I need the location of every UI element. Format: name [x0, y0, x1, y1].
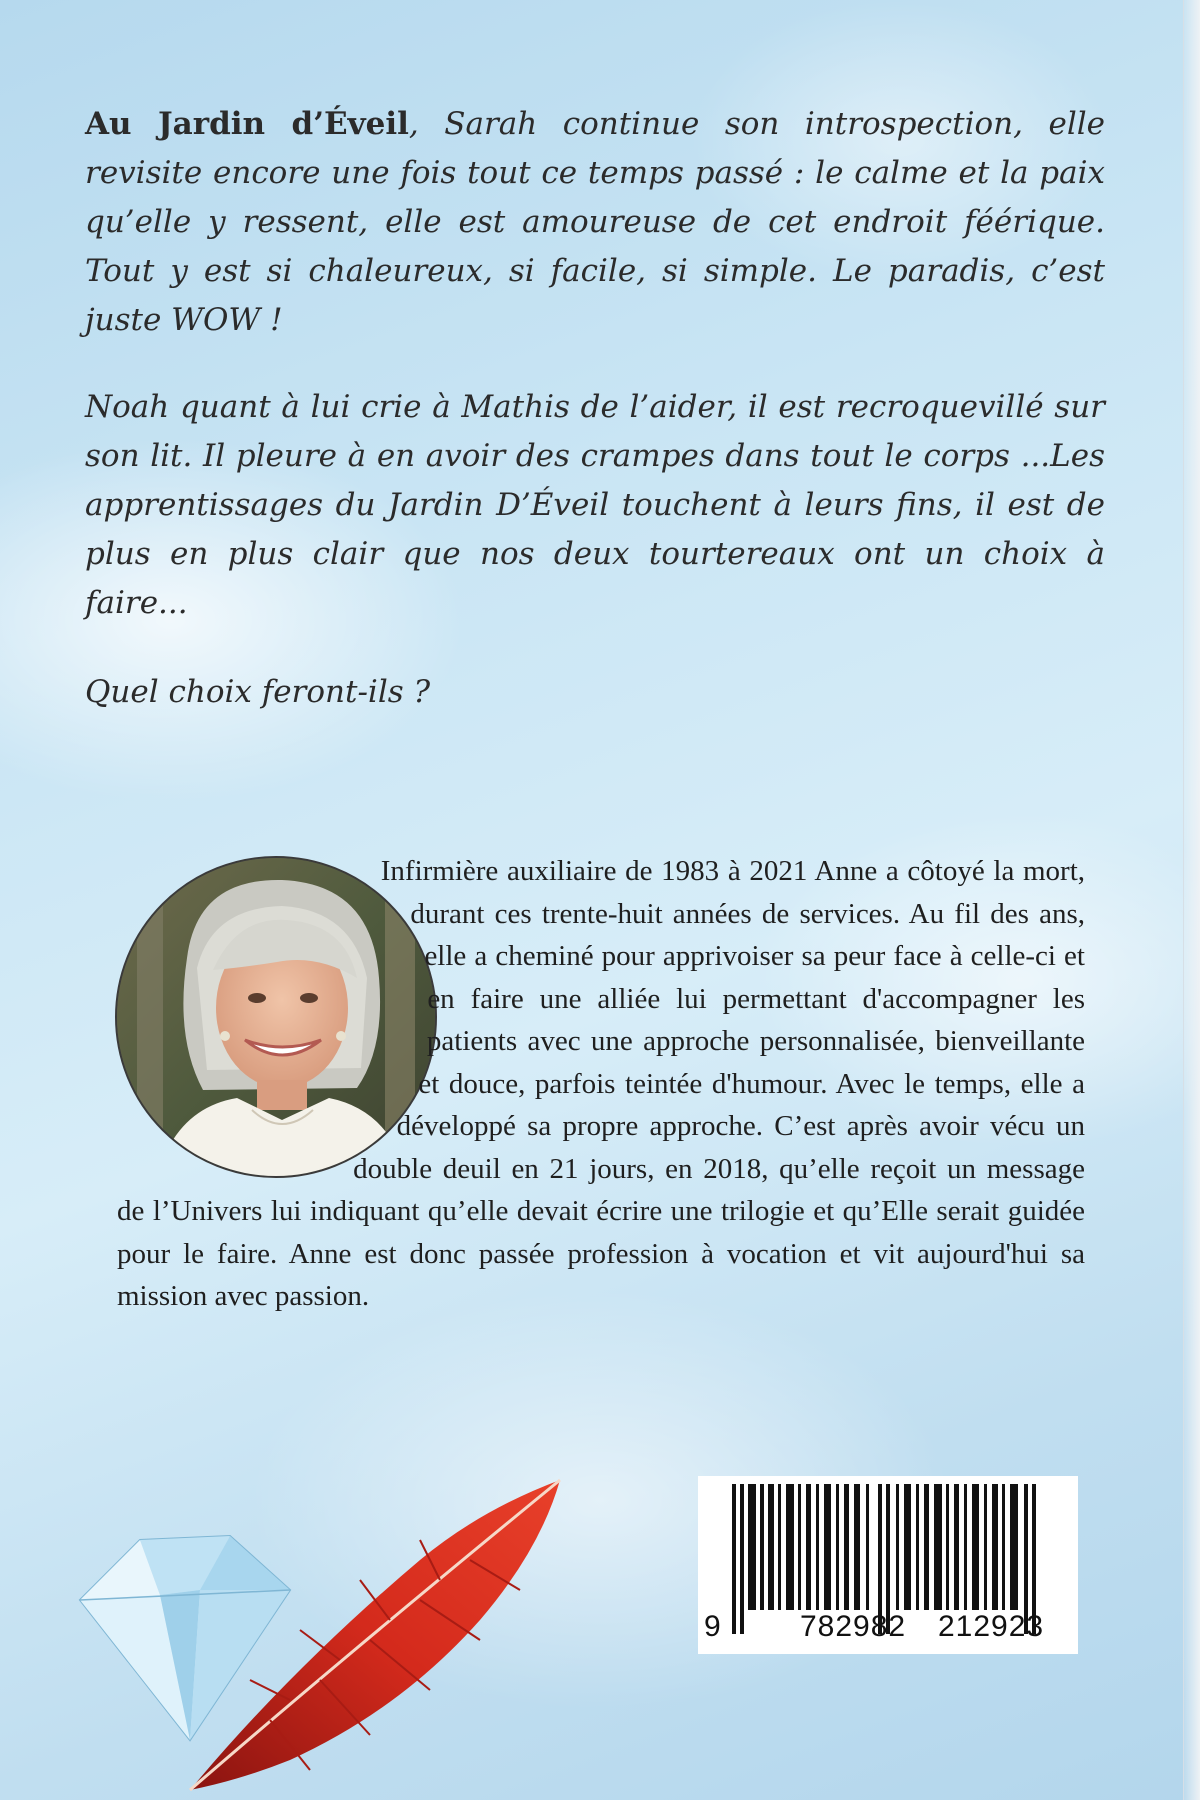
blurb-title: Au Jardin d’Éveil [85, 106, 409, 142]
cover-edge [1183, 0, 1200, 1800]
blurb-paragraph-1 [85, 100, 1105, 345]
blurb-question: Quel choix feront-ils ? [85, 674, 431, 710]
barcode-first-digit: 9 [704, 1610, 721, 1643]
barcode-left-digits: 782982 [800, 1610, 907, 1643]
isbn-barcode [698, 1476, 1078, 1654]
book-blurb [85, 100, 1105, 717]
diamond-and-feather-illustration [40, 1470, 600, 1800]
barcode-right-digits: 212923 [938, 1610, 1045, 1643]
blurb-paragraph-1-text: , Sarah continue son introspection, elle revisite encore une fois tout ce temps passé : le calme et la paix qu’elle y ressent, elle est amoureuse de cet endroit féérique. Tout y est si chaleureux, si facile, si simple. Le paradis, c’est juste WOW ! [85, 106, 1105, 338]
diamond-icon [80, 1536, 290, 1740]
author-bio-text: Infirmière auxiliaire de 1983 à 2021 Anne a côtoyé la mort, durant ces trente-huit années de services. Au fil des ans, elle a cheminé pour apprivoiser sa peur face à celle-ci et en faire une alliée lui permettant d'accompagner les patients avec une approche personnalisée, bienveillante et douce, parfois teintée d'humour. Avec le temps, elle a développé sa propre approche. C’est après avoir vécu un double deuil en 21 jours, en 2018, qu’elle reçoit un message de l’Univers lui indiquant qu’elle devait écrire une trilogie et qu’Elle serait guidée pour le faire. Anne est donc passée profession à vocation et vit aujourd'hui sa mission avec passion. [117, 855, 1085, 1312]
author-biography [117, 850, 1085, 1318]
blurb-paragraph-2: Noah quant à lui crie à Mathis de l’aider, il est recroquevillé sur son lit. Il pleure à en avoir des crampes dans tout le corps ...Les apprentissages du Jardin D’Éveil touchent à leurs fins, il est de plus en plus clair que nos deux tourtereaux ont un choix à faire... [85, 389, 1105, 621]
